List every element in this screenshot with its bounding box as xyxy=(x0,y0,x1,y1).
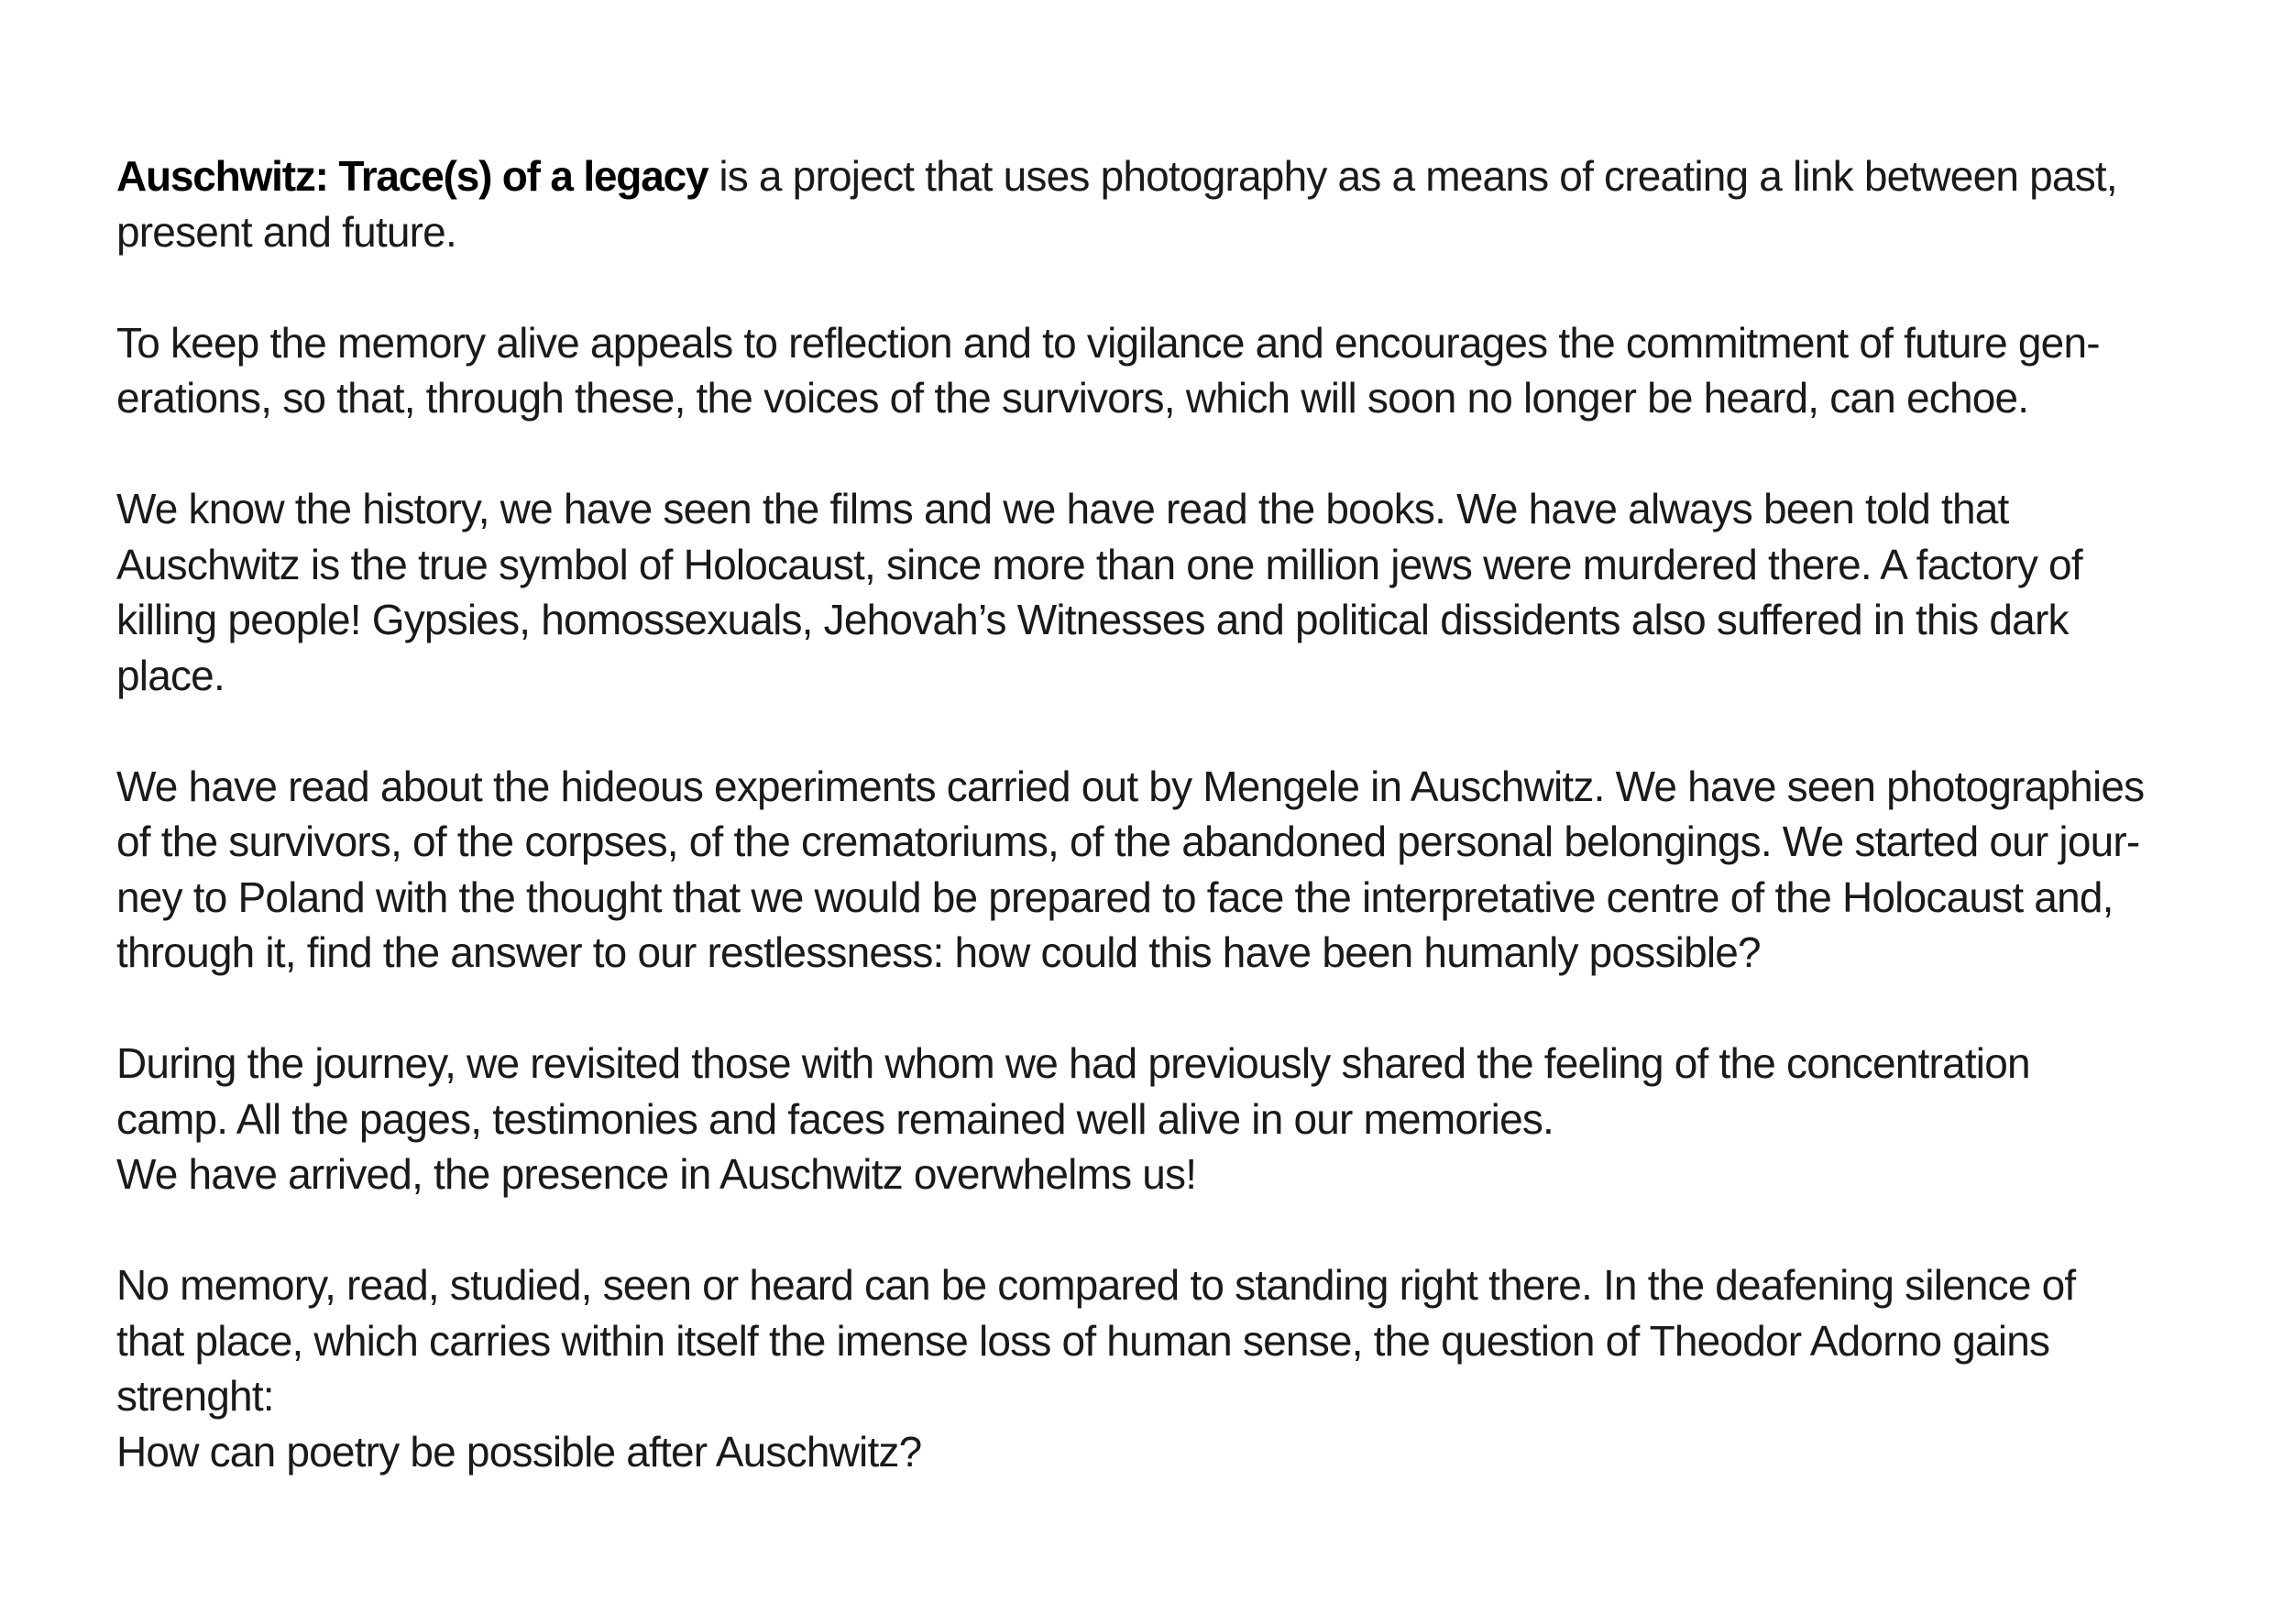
text-line: We have read about the hideous experiments carried out by Mengele in Auschwitz. We have seen photographies xyxy=(116,762,2145,810)
text-line: through it, find the answer to our restlessness: how could this have been humanly possible? xyxy=(116,928,1761,976)
text-line: We know the history, we have seen the films and we have read the books. We have always been told that xyxy=(116,485,2009,532)
paragraph-history xyxy=(116,481,2215,703)
project-title: Auschwitz: Trace(s) of a legacy xyxy=(116,152,708,200)
closing-question: How can poetry be possible after Auschwitz? xyxy=(116,1427,922,1476)
text-line: No memory, read, studied, seen or heard can be compared to standing right there. In the deafening silence of xyxy=(116,1261,2076,1309)
text-line: ney to Poland with the thought that we would be prepared to face the interpretative centre of the Holocaust and, xyxy=(116,872,2114,921)
paragraph-journey xyxy=(116,1036,2215,1202)
text-line: killing people! Gypsies, homossexuals, Jehovah’s Witnesses and political dissidents also suffered in this dark xyxy=(116,596,2069,643)
text-line: present and future. xyxy=(116,207,456,256)
text-line: To keep the memory alive appeals to reflection and to vigilance and encourages the commitment of future gen- xyxy=(116,318,2100,367)
text-line: We have arrived, the presence in Auschwitz overwhelms us! xyxy=(116,1150,1197,1198)
paragraph-intro xyxy=(116,148,2215,259)
text-line: erations, so that, through these, the voices of the survivors, which will soon no longer be heard, can echoe. xyxy=(116,374,2029,422)
text-line: of the survivors, of the corpses, of the crematoriums, of the abandoned personal belongings. We started our jour- xyxy=(116,817,2140,865)
text-line: Auschwitz: Trace(s) of a legacy is a project that uses photography as a means of creating a link between past, xyxy=(116,152,2117,200)
paragraph-adorno xyxy=(116,1257,2215,1479)
text-line: During the journey, we revisited those with whom we had previously shared the feeling of the concentration xyxy=(116,1039,2030,1087)
text-line: Auschwitz is the true symbol of Holocaust, since more than one million jews were murdered there. A factory of xyxy=(116,540,2082,588)
paragraph-experiments xyxy=(116,759,2215,981)
text-line: place. xyxy=(116,651,225,699)
text-line: camp. All the pages, testimonies and faces remained well alive in our memories. xyxy=(116,1094,1554,1143)
document-body xyxy=(116,148,2215,1479)
text-line: that place, which carries within itself the imense loss of human sense, the question of Theodor Adorno gains xyxy=(116,1316,2050,1365)
text-line: strenght: xyxy=(116,1372,274,1420)
paragraph-memory xyxy=(116,315,2215,426)
